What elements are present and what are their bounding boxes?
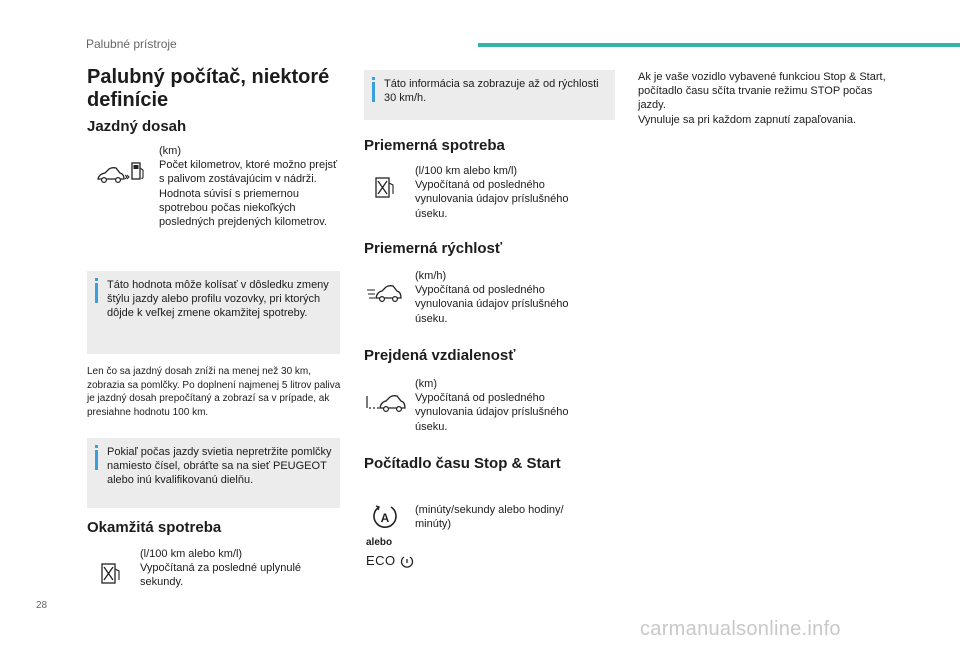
header-accent-bar: [478, 43, 960, 47]
svg-text:A: A: [380, 511, 390, 525]
average-speed-description: (km/h) Vypočítaná od posledného vynulovania údajov príslušného úseku.: [415, 270, 569, 325]
info-text: Táto hodnota môže kolísať v dôsledku zmeny štýlu jazdy alebo profilu vozovky, pri ktorých dôjde k veľkej zmene okamžitej spotreby.: [107, 279, 329, 320]
info-text: Táto informácia sa zobrazuje až od rýchlosti 30 km/h.: [384, 78, 599, 105]
fuel-cancel-icon: [373, 174, 397, 200]
distance-description: (km) Vypočítaná od posledného vynulovania údajov príslušného úseku.: [415, 378, 569, 433]
info-icon: [372, 82, 375, 102]
heading-instant-consumption: Okamžitá spotreba: [87, 519, 222, 536]
car-speed-icon: [366, 282, 404, 304]
alebo-label: alebo: [366, 537, 393, 548]
fuel-pump-icon: [130, 160, 146, 182]
stop-start-description: (minúty/sekundy alebo hodiny/ minúty): [415, 504, 564, 531]
eco-text: ECO: [366, 553, 396, 568]
info-box-speed-threshold: [364, 70, 615, 120]
stop-start-icon: [371, 503, 399, 531]
info-text: Pokiaľ počas jazdy svietia nepretržite pomlčky namiesto čísel, obráťte sa na sieť PEUGEOT alebo inú kvalifikovanú dielňu.: [107, 446, 332, 487]
heading-average-consumption: Priemerná spotreba: [364, 137, 505, 154]
range-description: (km) Počet kilometrov, ktoré možno prejsť s palivom zostávajúcim v nádrži. Hodnota súvisí s priemernou spotrebou počas niekoľkých posledných prejdených kilometrov.: [159, 145, 338, 229]
heading-distance: Prejdená vzdialenosť: [364, 347, 516, 364]
info-icon: [95, 450, 98, 470]
info-box-range-variation: [87, 271, 340, 354]
eco-label: [366, 553, 414, 569]
heading-average-speed: Priemerná rýchlosť: [364, 240, 503, 257]
heading-stop-start-timer: Počítadlo času Stop & Start: [364, 455, 561, 472]
info-icon: [95, 283, 98, 303]
info-box-dashes: [87, 438, 340, 508]
average-consumption-description: (l/100 km alebo km/l) Vypočítaná od posledného vynulovania údajov príslušného úseku.: [415, 165, 569, 220]
instant-consumption-description: (l/100 km alebo km/l) Vypočítaná za posledné uplynulé sekundy.: [140, 548, 302, 589]
car-distance-icon: [365, 392, 407, 414]
heading-range: Jazdný dosah: [87, 118, 187, 135]
fuel-cancel-icon: [99, 560, 123, 586]
page-title: Palubný počítač, niektoré definície: [87, 66, 330, 111]
eco-stop-start-icon: [400, 555, 414, 569]
stop-start-timer-explanation: Ak je vaše vozidlo vybavené funkciou Stop & Start, počítadlo času sčíta trvanie režimu STOP počas jazdy. Vynuluje sa pri každom zapnutí zapaľovania.: [638, 71, 886, 126]
range-note: Len čo sa jazdný dosah zníži na menej než 30 km, zobrazia sa pomlčky. Po doplnení najmenej 5 litrov paliva je jazdný dosah prepočítaný a zobrazí sa v prípade, ak presiahne hodnotu 100 km.: [87, 366, 341, 418]
header-title: Palubné prístroje: [86, 37, 177, 51]
page-number: 28: [36, 600, 48, 611]
watermark: carmanualsonline.info: [640, 618, 841, 640]
